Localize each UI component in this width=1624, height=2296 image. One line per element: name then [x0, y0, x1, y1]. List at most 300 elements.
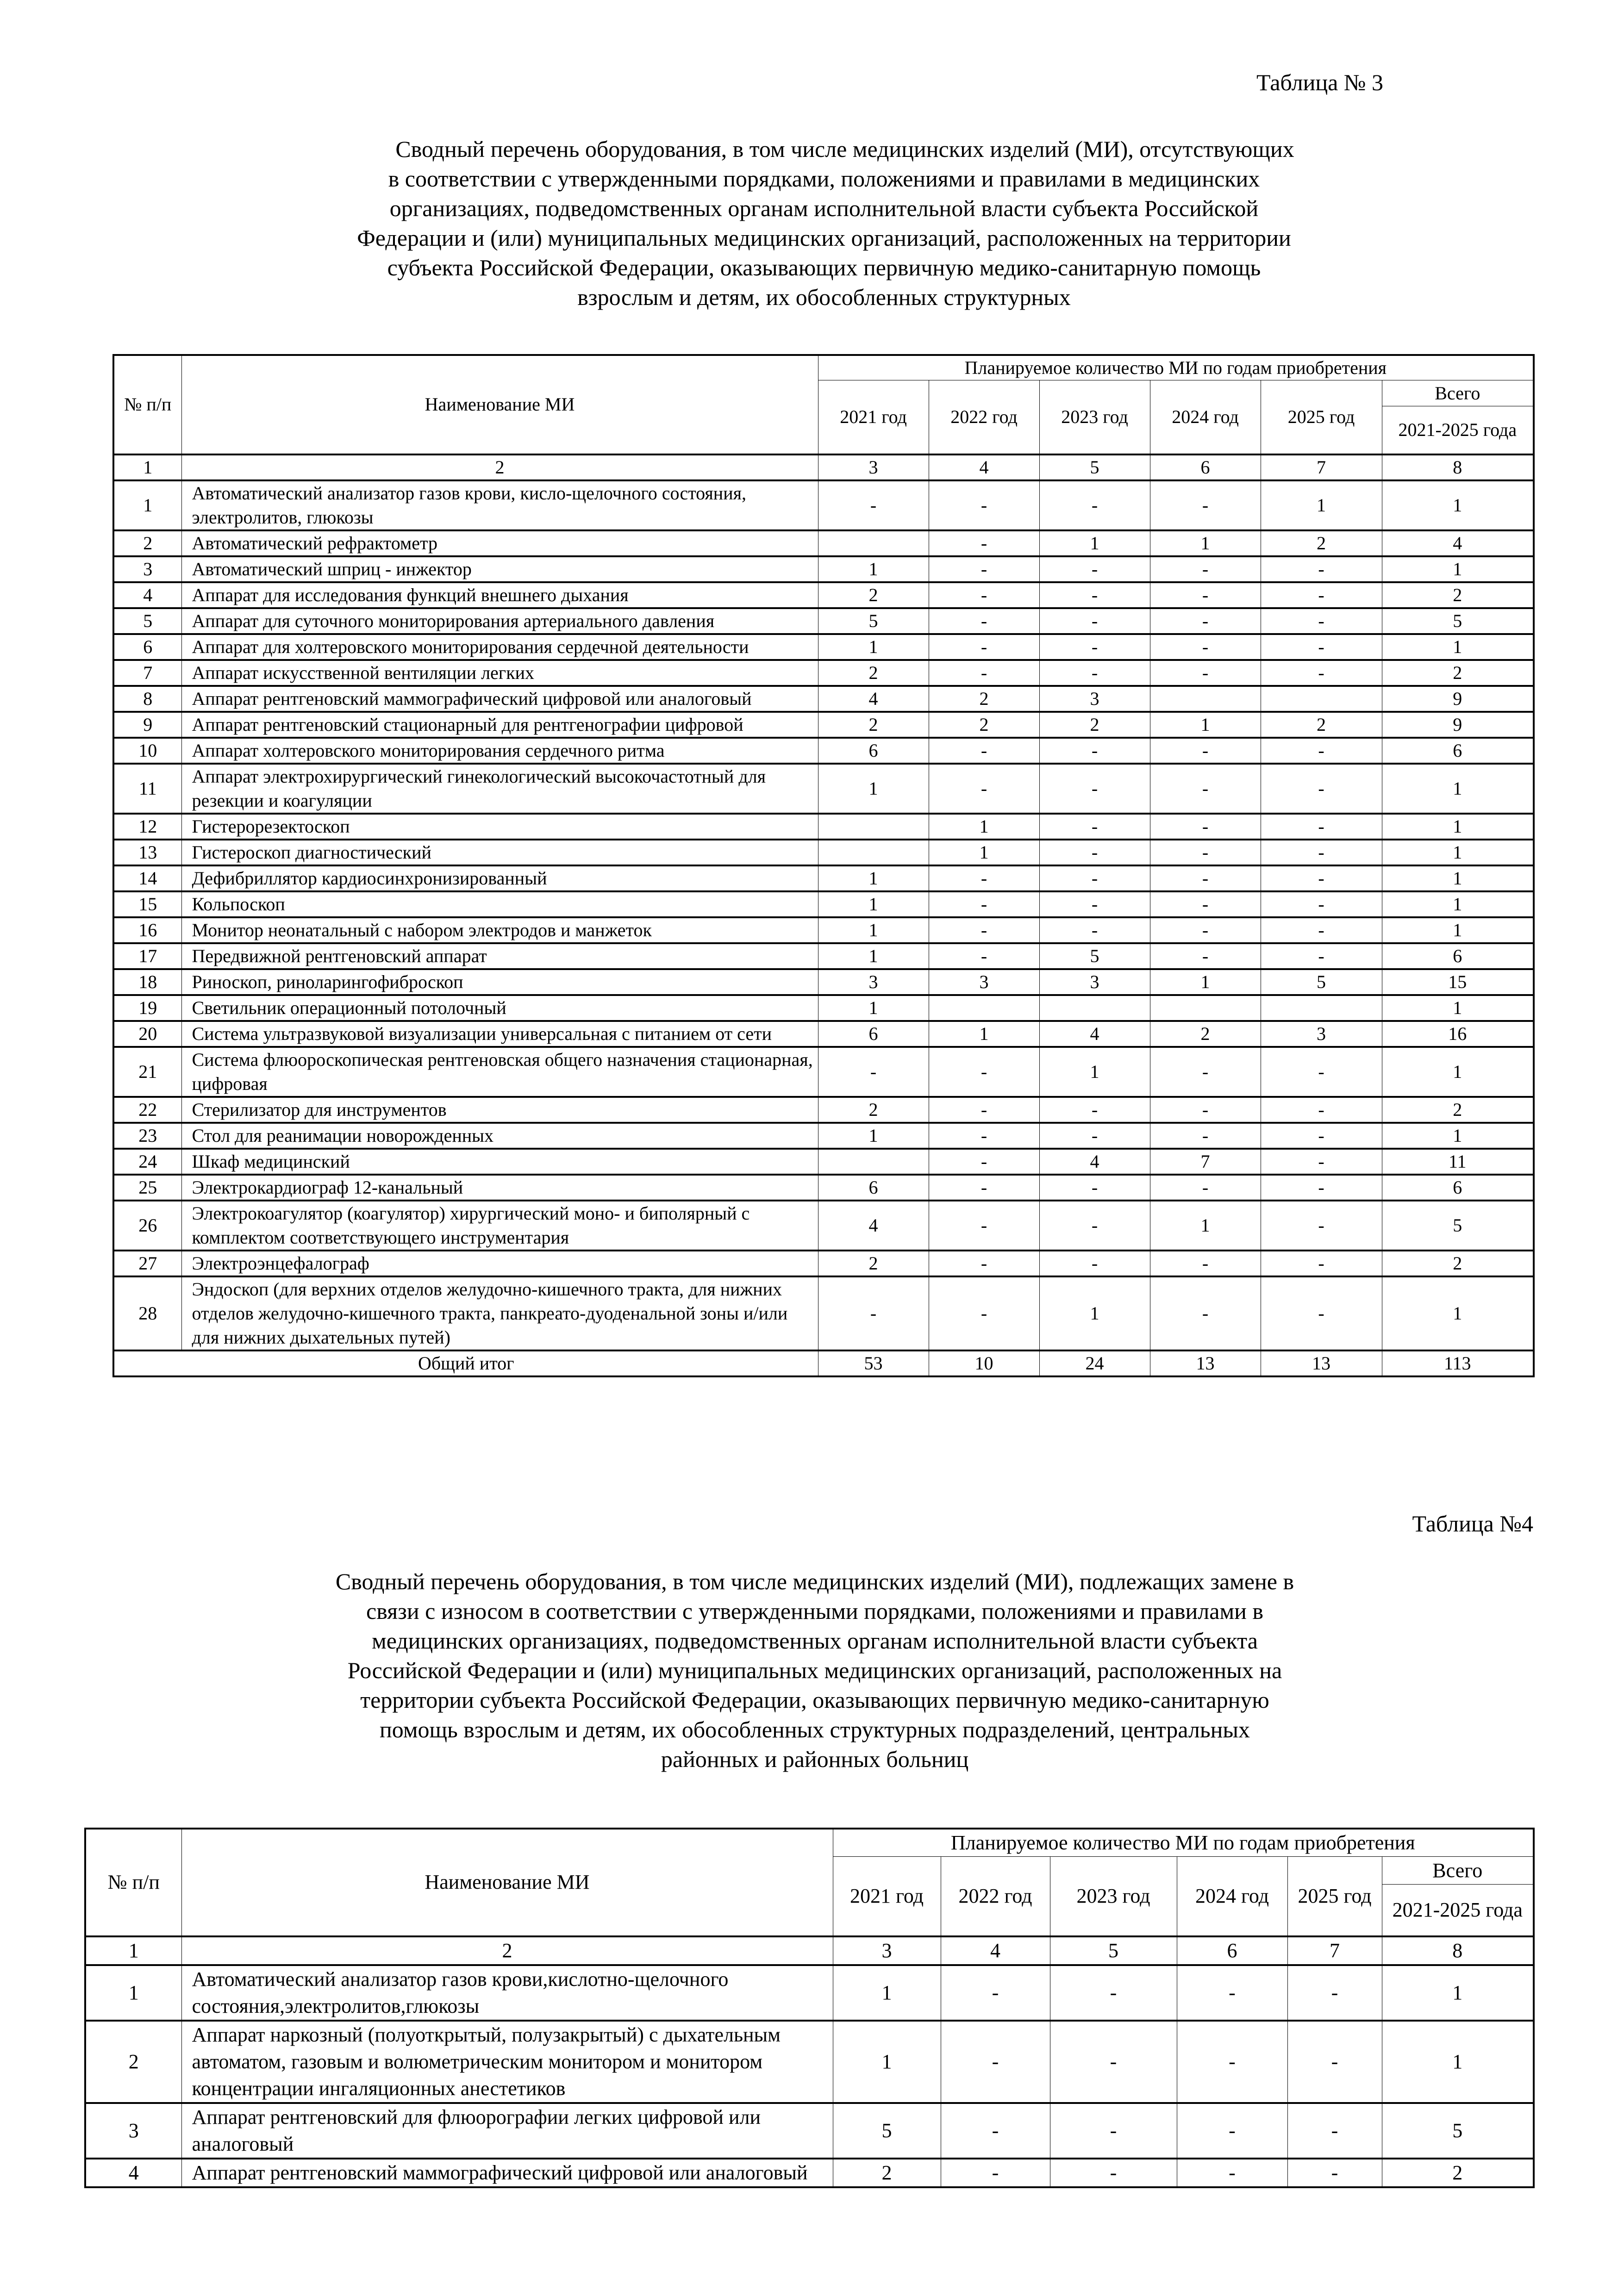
title-line: Российской Федерации и (или) муниципальных медицинских организаций, расположенных на — [347, 1657, 1282, 1683]
year-count-2022: 1 — [929, 814, 1039, 840]
row-number: 27 — [113, 1251, 181, 1276]
row-total: 1 — [1382, 840, 1534, 865]
year-count-2022: - — [929, 1047, 1039, 1097]
year-count-2022 — [929, 995, 1039, 1021]
row-number: 7 — [113, 660, 181, 686]
year-count-2024: - — [1150, 1097, 1261, 1123]
year-count-2021: 1 — [818, 634, 929, 660]
year-count-2024: - — [1150, 943, 1261, 969]
device-name: Риноскоп, риноларингофиброскоп — [181, 969, 818, 995]
table-row — [113, 738, 1534, 764]
year-count-2022: - — [941, 1965, 1050, 2021]
year-count-2022: - — [929, 634, 1039, 660]
year-count-2021: - — [818, 1047, 929, 1097]
year-count-2023: 3 — [1039, 969, 1150, 995]
row-number: 5 — [113, 608, 181, 634]
row-number: 4 — [85, 2159, 181, 2187]
table-row — [113, 840, 1534, 865]
row-number: 17 — [113, 943, 181, 969]
col-number: 1 — [85, 1936, 181, 1965]
year-count-2025: - — [1261, 1175, 1382, 1201]
table-row — [113, 764, 1534, 814]
table-row — [113, 1097, 1534, 1123]
col-number: 7 — [1261, 454, 1382, 480]
year-count-2021: 2 — [818, 582, 929, 608]
year-count-2023: 4 — [1039, 1021, 1150, 1047]
device-name: Дефибриллятор кардиосинхронизированный — [181, 865, 818, 891]
header-year-2023: 2023 год — [1050, 1857, 1177, 1936]
row-number: 25 — [113, 1175, 181, 1201]
device-name: Аппарат рентгеновский маммографический цифровой или аналоговый — [181, 686, 818, 712]
year-count-2022: - — [929, 865, 1039, 891]
year-count-2021: 1 — [833, 1965, 941, 2021]
year-count-2025: 2 — [1261, 530, 1382, 556]
year-count-2024: - — [1150, 1276, 1261, 1350]
year-count-2021: 2 — [818, 712, 929, 738]
year-count-2022: - — [929, 582, 1039, 608]
device-name: Стерилизатор для инструментов — [181, 1097, 818, 1123]
row-total: 1 — [1382, 891, 1534, 917]
year-count-2025: - — [1261, 1149, 1382, 1175]
year-count-2021: 5 — [833, 2103, 941, 2159]
row-total: 11 — [1382, 1149, 1534, 1175]
col-number: 6 — [1177, 1936, 1287, 1965]
title-line: районных и районных больниц — [661, 1746, 969, 1772]
year-count-2023: - — [1039, 480, 1150, 530]
device-name: Автоматический шприц - инжектор — [181, 556, 818, 582]
col-number: 1 — [113, 454, 181, 480]
row-total: 5 — [1382, 2103, 1534, 2159]
device-name: Электроэнцефалограф — [181, 1251, 818, 1276]
year-count-2022: - — [929, 891, 1039, 917]
year-count-2023 — [1039, 995, 1150, 1021]
totals-2024: 13 — [1150, 1350, 1261, 1376]
col-number: 5 — [1050, 1936, 1177, 1965]
year-count-2025: - — [1261, 1201, 1382, 1251]
totals-label: Общий итог — [113, 1350, 818, 1376]
row-number: 20 — [113, 1021, 181, 1047]
year-count-2024: - — [1150, 865, 1261, 891]
year-count-2023: 2 — [1039, 712, 1150, 738]
year-count-2023: - — [1039, 764, 1150, 814]
year-count-2025: - — [1261, 1251, 1382, 1276]
header-total-top: Всего — [1382, 1857, 1534, 1885]
device-name: Светильник операционный потолочный — [181, 995, 818, 1021]
year-count-2023: - — [1039, 660, 1150, 686]
title-line: взрослым и детям, их обособленных структурных — [577, 284, 1071, 310]
table-row — [113, 530, 1534, 556]
table-row — [113, 917, 1534, 943]
row-total: 1 — [1382, 1123, 1534, 1149]
year-count-2023: - — [1039, 738, 1150, 764]
year-count-2024 — [1150, 995, 1261, 1021]
year-count-2021: 1 — [818, 865, 929, 891]
year-count-2022: - — [941, 2103, 1050, 2159]
row-number: 11 — [113, 764, 181, 814]
row-total: 2 — [1382, 2159, 1534, 2187]
year-count-2024: - — [1150, 764, 1261, 814]
year-count-2022: - — [929, 738, 1039, 764]
table-row — [113, 865, 1534, 891]
year-count-2022: - — [929, 1097, 1039, 1123]
row-total: 6 — [1382, 943, 1534, 969]
title-line: медицинских организациях, подведомственных органам исполнительной власти субъекта — [372, 1628, 1258, 1654]
row-number: 2 — [113, 530, 181, 556]
year-count-2023: 5 — [1039, 943, 1150, 969]
header-year-2024: 2024 год — [1177, 1857, 1287, 1936]
year-count-2025: - — [1261, 634, 1382, 660]
header-planned: Планируемое количество МИ по годам приобретения — [833, 1829, 1534, 1857]
year-count-2021: 1 — [818, 556, 929, 582]
device-name: Аппарат наркозный (полуоткрытый, полузакрытый) с дыхательным автоматом, газовым и волюметрическим монитором и монитором концентрации ингаляционных анестетиков — [181, 2021, 833, 2103]
device-name: Автоматический рефрактометр — [181, 530, 818, 556]
header-year-2021: 2021 год — [833, 1857, 941, 1936]
row-total: 6 — [1382, 738, 1534, 764]
device-name: Передвижной рентгеновский аппарат — [181, 943, 818, 969]
table-row — [113, 969, 1534, 995]
table-row — [113, 1021, 1534, 1047]
year-count-2025: - — [1287, 2021, 1382, 2103]
year-count-2025 — [1261, 995, 1382, 1021]
year-count-2021: 1 — [818, 995, 929, 1021]
row-total: 1 — [1382, 1047, 1534, 1097]
year-count-2024: - — [1150, 582, 1261, 608]
year-count-2024: - — [1150, 1251, 1261, 1276]
device-name: Аппарат искусственной вентиляции легких — [181, 660, 818, 686]
year-count-2023: 1 — [1039, 530, 1150, 556]
year-count-2021: 1 — [818, 891, 929, 917]
header-name: Наименование МИ — [181, 1829, 833, 1936]
device-name: Кольпоскоп — [181, 891, 818, 917]
year-count-2025: - — [1261, 738, 1382, 764]
device-name: Монитор неонатальный с набором электродов и манжеток — [181, 917, 818, 943]
row-number: 12 — [113, 814, 181, 840]
year-count-2023: - — [1039, 1097, 1150, 1123]
year-count-2023: - — [1039, 840, 1150, 865]
year-count-2021 — [818, 840, 929, 865]
col-number: 8 — [1382, 1936, 1534, 1965]
device-name: Аппарат рентгеновский маммографический цифровой или аналоговый — [181, 2159, 833, 2187]
row-number: 24 — [113, 1149, 181, 1175]
year-count-2021: - — [818, 480, 929, 530]
title-line: организациях, подведомственных органам исполнительной власти субъекта Российской — [389, 195, 1259, 221]
year-count-2025: - — [1261, 814, 1382, 840]
row-total: 1 — [1382, 556, 1534, 582]
device-name: Электрокардиограф 12-канальный — [181, 1175, 818, 1201]
table-row — [85, 1965, 1534, 2021]
year-count-2022: - — [929, 608, 1039, 634]
table-row — [113, 943, 1534, 969]
table-row — [113, 480, 1534, 530]
year-count-2024: - — [1150, 738, 1261, 764]
year-count-2021 — [818, 1149, 929, 1175]
table-row — [113, 891, 1534, 917]
year-count-2023: - — [1050, 1965, 1177, 2021]
row-number: 1 — [113, 480, 181, 530]
table3-label: Таблица № 3 — [1256, 69, 1383, 95]
year-count-2025: - — [1261, 917, 1382, 943]
year-count-2021: 4 — [818, 686, 929, 712]
year-count-2025: - — [1261, 660, 1382, 686]
row-number: 16 — [113, 917, 181, 943]
year-count-2022: - — [929, 1123, 1039, 1149]
row-number: 23 — [113, 1123, 181, 1149]
device-name: Шкаф медицинский — [181, 1149, 818, 1175]
totals-2022: 10 — [929, 1350, 1039, 1376]
year-count-2021: 3 — [818, 969, 929, 995]
device-name: Аппарат рентгеновский стационарный для рентгенографии цифровой — [181, 712, 818, 738]
device-name: Гистерорезектоскоп — [181, 814, 818, 840]
header-year-2023: 2023 год — [1039, 380, 1150, 454]
year-count-2022: - — [929, 1276, 1039, 1350]
device-name: Система ультразвуковой визуализации универсальная с питанием от сети — [181, 1021, 818, 1047]
totals-2025: 13 — [1261, 1350, 1382, 1376]
row-number: 2 — [85, 2021, 181, 2103]
table4 — [84, 1828, 1535, 2188]
year-count-2024: - — [1150, 608, 1261, 634]
year-count-2023: - — [1039, 891, 1150, 917]
year-count-2023: - — [1039, 608, 1150, 634]
table-row — [113, 1201, 1534, 1251]
year-count-2023: - — [1039, 582, 1150, 608]
col-number: 4 — [929, 454, 1039, 480]
table4-title — [231, 1567, 1398, 1774]
year-count-2023: 1 — [1039, 1047, 1150, 1097]
year-count-2023: 1 — [1039, 1276, 1150, 1350]
row-number: 13 — [113, 840, 181, 865]
row-total: 1 — [1382, 2021, 1534, 2103]
year-count-2022: - — [929, 530, 1039, 556]
table-row — [113, 1123, 1534, 1149]
year-count-2023: - — [1039, 634, 1150, 660]
year-count-2025: 1 — [1261, 480, 1382, 530]
row-total: 9 — [1382, 686, 1534, 712]
year-count-2024: - — [1177, 2021, 1287, 2103]
year-count-2024: - — [1150, 1123, 1261, 1149]
table3 — [112, 354, 1535, 1377]
year-count-2025: - — [1261, 891, 1382, 917]
column-numbers-row — [85, 1936, 1534, 1965]
year-count-2024: 7 — [1150, 1149, 1261, 1175]
year-count-2021: 1 — [818, 917, 929, 943]
year-count-2021: 6 — [818, 1175, 929, 1201]
year-count-2025: - — [1287, 2159, 1382, 2187]
year-count-2023: - — [1039, 1175, 1150, 1201]
year-count-2024: - — [1150, 660, 1261, 686]
year-count-2022: - — [929, 556, 1039, 582]
row-total: 1 — [1382, 917, 1534, 943]
year-count-2021: 6 — [818, 1021, 929, 1047]
row-number: 4 — [113, 582, 181, 608]
year-count-2024 — [1150, 686, 1261, 712]
header-year-2022: 2022 год — [941, 1857, 1050, 1936]
year-count-2025: - — [1287, 1965, 1382, 2021]
device-name: Автоматический анализатор газов крови,кислотно-щелочного состояния,электролитов,глюкозы — [181, 1965, 833, 2021]
row-number: 14 — [113, 865, 181, 891]
year-count-2024: - — [1150, 634, 1261, 660]
device-name: Аппарат для холтеровского мониторирования сердечной деятельности — [181, 634, 818, 660]
year-count-2021: 1 — [818, 1123, 929, 1149]
header-name: Наименование МИ — [181, 355, 818, 454]
header-total-bottom: 2021-2025 года — [1382, 406, 1534, 454]
row-number: 21 — [113, 1047, 181, 1097]
year-count-2024: 1 — [1150, 712, 1261, 738]
table4-label: Таблица №4 — [1412, 1511, 1533, 1537]
year-count-2025: 2 — [1261, 712, 1382, 738]
year-count-2021 — [818, 530, 929, 556]
year-count-2022: - — [929, 1251, 1039, 1276]
col-number: 6 — [1150, 454, 1261, 480]
table3-title — [259, 134, 1389, 312]
title-line: Федерации и (или) муниципальных медицинских организаций, расположенных на территории — [357, 225, 1291, 251]
row-total: 1 — [1382, 995, 1534, 1021]
year-count-2021: 6 — [818, 738, 929, 764]
title-line: Сводный перечень оборудования, в том числе медицинских изделий (МИ), отсутствующих — [395, 136, 1294, 162]
year-count-2025: - — [1261, 1276, 1382, 1350]
year-count-2024: - — [1177, 2159, 1287, 2187]
year-count-2022: - — [941, 2021, 1050, 2103]
year-count-2024: 1 — [1150, 969, 1261, 995]
header-year-2025: 2025 год — [1287, 1857, 1382, 1936]
row-number: 3 — [113, 556, 181, 582]
year-count-2024: 2 — [1150, 1021, 1261, 1047]
device-name: Система флюороскопическая рентгеновская общего назначения стационарная, цифровая — [181, 1047, 818, 1097]
row-total: 2 — [1382, 582, 1534, 608]
header-total-bottom: 2021-2025 года — [1382, 1885, 1534, 1936]
row-total: 16 — [1382, 1021, 1534, 1047]
device-name: Гистероскоп диагностический — [181, 840, 818, 865]
year-count-2022: 2 — [929, 712, 1039, 738]
col-number: 5 — [1039, 454, 1150, 480]
header-year-2022: 2022 год — [929, 380, 1039, 454]
header-planned: Планируемое количество МИ по годам приобретения — [818, 355, 1534, 380]
year-count-2022: - — [929, 764, 1039, 814]
totals-row — [113, 1350, 1534, 1376]
row-total: 5 — [1382, 1201, 1534, 1251]
table-row — [113, 995, 1534, 1021]
row-total: 4 — [1382, 530, 1534, 556]
year-count-2023: 3 — [1039, 686, 1150, 712]
title-line: помощь взрослым и детям, их обособленных структурных подразделений, центральных — [380, 1717, 1250, 1742]
year-count-2025: 3 — [1261, 1021, 1382, 1047]
year-count-2021: - — [818, 1276, 929, 1350]
year-count-2023: - — [1039, 556, 1150, 582]
year-count-2022: - — [929, 660, 1039, 686]
year-count-2025: - — [1261, 582, 1382, 608]
table-row — [113, 1276, 1534, 1350]
year-count-2023: - — [1039, 865, 1150, 891]
year-count-2022: - — [929, 1175, 1039, 1201]
row-total: 5 — [1382, 608, 1534, 634]
table-row — [113, 712, 1534, 738]
table-row — [113, 686, 1534, 712]
year-count-2024: - — [1150, 917, 1261, 943]
year-count-2025: - — [1261, 1047, 1382, 1097]
year-count-2025: - — [1261, 840, 1382, 865]
row-number: 28 — [113, 1276, 181, 1350]
year-count-2024: 1 — [1150, 530, 1261, 556]
col-number: 2 — [181, 1936, 833, 1965]
title-line: Сводный перечень оборудования, в том числе медицинских изделий (МИ), подлежащих замене в — [335, 1568, 1294, 1594]
row-number: 9 — [113, 712, 181, 738]
row-total: 1 — [1382, 634, 1534, 660]
year-count-2024: - — [1177, 1965, 1287, 2021]
device-name: Эндоскоп (для верхних отделов желудочно-кишечного тракта, для нижних отделов желудочно-кишечного тракта, панкреато-дуоденальной зоны и/или для нижних дыхательных путей) — [181, 1276, 818, 1350]
totals-2023: 24 — [1039, 1350, 1150, 1376]
table-row — [113, 1149, 1534, 1175]
device-name: Электрокоагулятор (коагулятор) хирургический моно- и биполярный с комплектом соответствующего инструментария — [181, 1201, 818, 1251]
table-row — [113, 608, 1534, 634]
year-count-2025: - — [1261, 865, 1382, 891]
year-count-2022: 1 — [929, 1021, 1039, 1047]
year-count-2021: 2 — [818, 660, 929, 686]
device-name: Аппарат для суточного мониторирования артериального давления — [181, 608, 818, 634]
row-number: 10 — [113, 738, 181, 764]
year-count-2024: - — [1150, 891, 1261, 917]
header-num: № п/п — [113, 355, 181, 454]
row-number: 18 — [113, 969, 181, 995]
year-count-2023: - — [1039, 1201, 1150, 1251]
title-line: субъекта Российской Федерации, оказывающих первичную медико-санитарную помощь — [387, 255, 1261, 280]
year-count-2022: 2 — [929, 686, 1039, 712]
year-count-2022: - — [941, 2159, 1050, 2187]
year-count-2022: - — [929, 1201, 1039, 1251]
row-total: 2 — [1382, 1097, 1534, 1123]
table-row — [85, 2021, 1534, 2103]
totals-2021: 53 — [818, 1350, 929, 1376]
title-line: в соответствии с утвержденными порядками, положениями и правилами в медицинских — [388, 166, 1260, 192]
table-row — [85, 2103, 1534, 2159]
row-total: 1 — [1382, 764, 1534, 814]
table-row — [113, 1175, 1534, 1201]
year-count-2021: 4 — [818, 1201, 929, 1251]
year-count-2025: - — [1261, 764, 1382, 814]
device-name: Автоматический анализатор газов крови, кисло-щелочного состояния, электролитов, глюкозы — [181, 480, 818, 530]
device-name: Аппарат электрохирургический гинекологический высокочастотный для резекции и коагуляции — [181, 764, 818, 814]
row-number: 6 — [113, 634, 181, 660]
col-number: 3 — [833, 1936, 941, 1965]
row-number: 19 — [113, 995, 181, 1021]
title-line: связи с износом в соответствии с утвержденными порядками, положениями и правилами в — [366, 1598, 1263, 1624]
table3-body — [113, 480, 1534, 1350]
row-total: 2 — [1382, 1251, 1534, 1276]
year-count-2023: - — [1050, 2103, 1177, 2159]
col-number: 3 — [818, 454, 929, 480]
year-count-2024: - — [1150, 840, 1261, 865]
year-count-2025: - — [1287, 2103, 1382, 2159]
year-count-2024: - — [1150, 1175, 1261, 1201]
year-count-2021: 1 — [818, 943, 929, 969]
year-count-2025: 5 — [1261, 969, 1382, 995]
table-row — [113, 814, 1534, 840]
year-count-2025: - — [1261, 608, 1382, 634]
header-num: № п/п — [85, 1829, 181, 1936]
col-number: 8 — [1382, 454, 1534, 480]
table-row — [113, 582, 1534, 608]
year-count-2024: - — [1150, 556, 1261, 582]
col-number: 2 — [181, 454, 818, 480]
totals-all: 113 — [1382, 1350, 1534, 1376]
table-row — [113, 1251, 1534, 1276]
year-count-2021: 2 — [833, 2159, 941, 2187]
row-total: 2 — [1382, 660, 1534, 686]
year-count-2023: 4 — [1039, 1149, 1150, 1175]
col-number: 4 — [941, 1936, 1050, 1965]
year-count-2022: - — [929, 480, 1039, 530]
year-count-2022: - — [929, 943, 1039, 969]
year-count-2025 — [1261, 686, 1382, 712]
table4-body — [85, 1965, 1534, 2187]
